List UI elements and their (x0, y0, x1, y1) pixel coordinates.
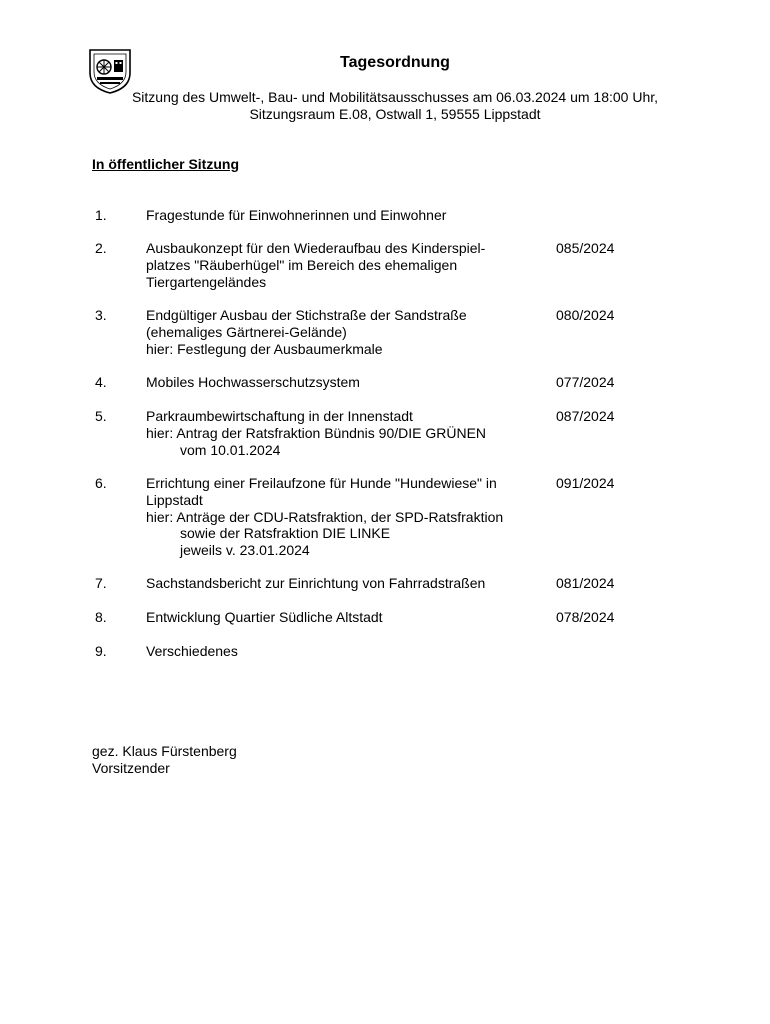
agenda-item-text (146, 643, 546, 660)
agenda-item-line: Parkraumbewirtschaftung in der Innenstadt (146, 408, 413, 424)
agenda-item-reference: 085/2024 (556, 240, 615, 256)
agenda-item-line: hier: Antrag der Ratsfraktion Bündnis 90/DIE GRÜNEN (146, 424, 487, 441)
agenda-item-text (146, 609, 546, 626)
section-heading: In öffentlicher Sitzung (92, 156, 239, 172)
agenda-item-line: Errichtung einer Freilaufzone für Hunde "Hundewiese" in (146, 475, 497, 491)
agenda-item-reference: 077/2024 (556, 374, 615, 390)
signature-name: gez. Klaus Fürstenberg (92, 743, 237, 759)
meeting-info (0, 89, 770, 123)
agenda-item-text (146, 575, 546, 592)
agenda-item-text (146, 207, 546, 224)
agenda-item-number: 2. (95, 240, 107, 256)
agenda-item-number: 6. (95, 475, 107, 491)
agenda-item-number: 4. (95, 374, 107, 390)
agenda-item-text (146, 475, 546, 559)
agenda-item-number: 3. (95, 307, 107, 323)
agenda-item-reference: 087/2024 (556, 408, 615, 424)
meeting-info-line: Sitzung des Umwelt-, Bau- und Mobilitätsausschusses am 06.03.2024 um 18:00 Uhr, (131, 89, 659, 105)
agenda-item-line: Sachstandsbericht zur Einrichtung von Fahrradstraßen (146, 575, 486, 591)
agenda-item-line: sowie der Ratsfraktion DIE LINKE (180, 525, 391, 542)
agenda-item-number: 1. (95, 207, 107, 223)
agenda-item-text (146, 307, 546, 357)
agenda-item-line: Lippstadt (146, 491, 203, 508)
agenda-item-line: platzes "Räuberhügel" im Bereich des ehemaligen (146, 256, 458, 273)
signature-block (92, 743, 237, 777)
agenda-item-number: 9. (95, 643, 107, 659)
agenda-item-text (146, 374, 546, 391)
signature-role: Vorsitzender (92, 760, 170, 776)
agenda-item-line: Endgültiger Ausbau der Stichstraße der Sandstraße (146, 307, 467, 323)
agenda-item-reference: 081/2024 (556, 575, 615, 591)
meeting-location-line: Sitzungsraum E.08, Ostwall 1, 59555 Lippstadt (249, 106, 541, 122)
agenda-item-line: Fragestunde für Einwohnerinnen und Einwohner (146, 207, 447, 223)
agenda-item-number: 5. (95, 408, 107, 424)
agenda-item-line: hier: Festlegung der Ausbaumerkmale (146, 340, 383, 357)
agenda-item-line: Entwicklung Quartier Südliche Altstadt (146, 609, 383, 625)
agenda-item-number: 8. (95, 609, 107, 625)
agenda-item-number: 7. (95, 575, 107, 591)
agenda-item-reference: 078/2024 (556, 609, 615, 625)
agenda-item-line: Verschiedenes (146, 643, 238, 659)
agenda-item-line: Ausbaukonzept für den Wiederaufbau des Kinderspiel- (146, 240, 486, 256)
page-title: Tagesordnung (340, 54, 450, 71)
agenda-item-line: vom 10.01.2024 (180, 441, 281, 458)
agenda-item-text (146, 240, 546, 290)
agenda-item-text (146, 408, 546, 458)
agenda-item-line: jeweils v. 23.01.2024 (180, 542, 310, 559)
agenda-item-line: hier: Anträge der CDU-Ratsfraktion, der SPD-Ratsfraktion (146, 508, 504, 525)
agenda-item-line: Tiergartengeländes (146, 273, 267, 290)
agenda-item-line: Mobiles Hochwasserschutzsystem (146, 374, 360, 390)
agenda-item-reference: 091/2024 (556, 475, 615, 491)
agenda-item-line: (ehemaliges Gärtnerei-Gelände) (146, 323, 347, 340)
agenda-item-reference: 080/2024 (556, 307, 615, 323)
